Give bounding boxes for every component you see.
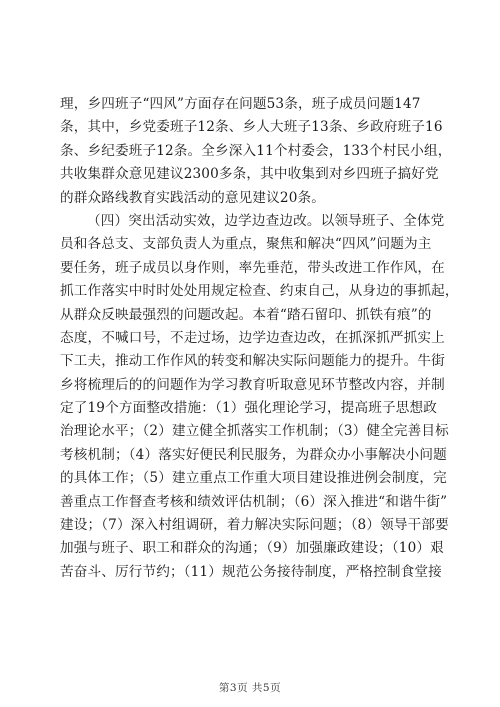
text-line: 抓工作落实中时时处处用规定检查、约束自己，从身边的事抓起， [60,283,459,300]
text-line: 条、乡纪委班子12条。全乡深入11个村委会，133个村民小组， [60,142,452,159]
text-line: 条，其中，乡党委班子12条、乡人大班子13条、乡政府班子16 [60,119,443,136]
text-line: 下工夫，推动工作作风的转变和解决实际问题能力的提升。牛街 [60,353,445,370]
text-line: 乡将梳理后的的问题作为学习教育听取意见环节整改内容，并制 [60,376,445,393]
text-line: 态度，不喊口号，不走过场，边学边查边改，在抓深抓严抓实上 [60,329,445,346]
text-line: 加强与班子、职工和群众的沟通；（9）加强廉政建设；（10）艰 [60,540,444,557]
text-line: 治理论水平；（2）建立健全抓落实工作机制；（3）健全完善目标 [60,423,449,440]
text-line: 理，乡四班子“四风”方面存在问题53条，班子成员问题147 [60,96,421,112]
body-text [60,93,459,584]
text-line: 的群众路线教育实践活动的意见建议20条。 [60,189,325,206]
text-line: 员和各总支、支部负责人为重点，聚焦和解决“四风”问题为主 [60,236,432,253]
text-line: 共收集群众意见建议2300多条，其中收集到对乡四班子搞好党 [60,166,439,183]
text-line: 建设；（7）深入村组调研，着力解决实际问题；（8）领导干部要 [60,517,449,534]
text-line: 定了19个方面整改措施：（1）强化理论学习，提高班子思想政 [60,400,437,417]
text-line: 考核机制；（4）落实好便民利民服务，为群众办小事解决小问题 [60,446,447,463]
text-line: 从群众反映最强烈的问题改起。本着“踏石留印、抓铁有痕”的 [60,306,432,323]
paragraph-start-line: （四）突出活动实效，边学边查边改。以领导班子、全体党 [87,212,445,229]
page-number-footer: 第3页 共5页 [218,682,282,694]
text-line: 善重点工作督查考核和绩效评估机制；（6）深入推进“和谐牛街” [60,493,448,510]
text-line: 要任务，班子成员以身作则，率先垂范，带头改进工作作风，在 [60,259,445,276]
text-line: 的具体工作；（5）建立重点工作重大项目建设推进例会制度，完 [60,470,447,487]
text-line: 苦奋斗、厉行节约；（11）规范公务接待制度，严格控制食堂接 [60,563,442,580]
